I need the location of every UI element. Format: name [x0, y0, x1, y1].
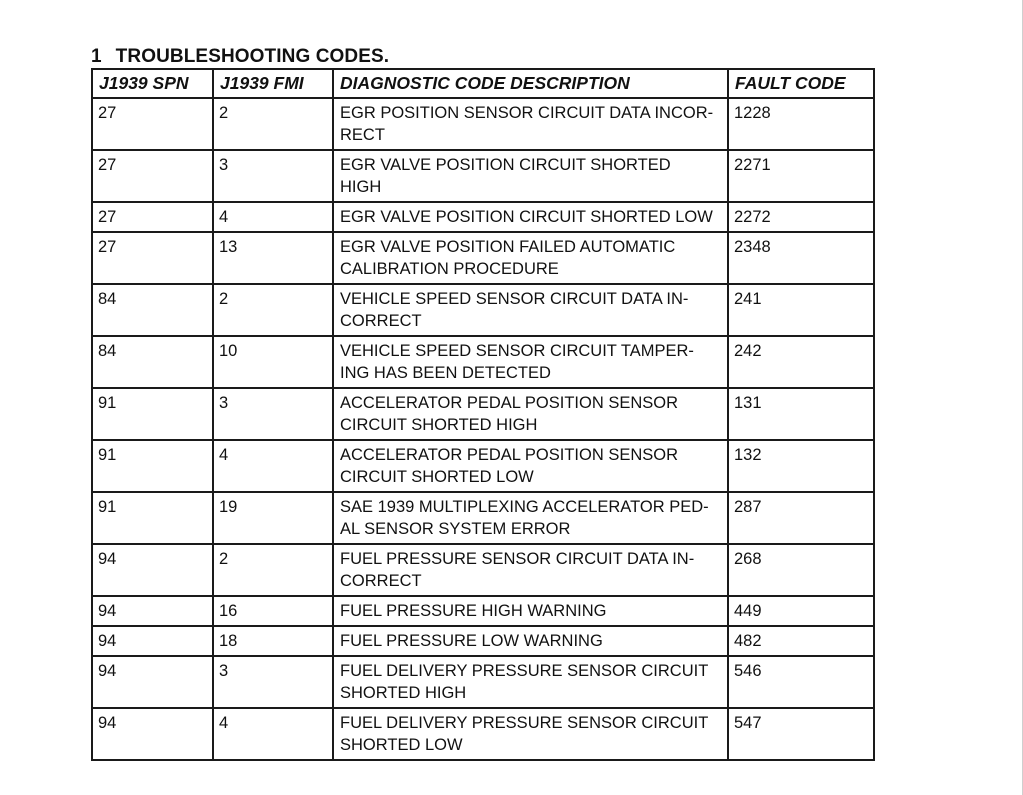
- cell-spn: 27: [92, 150, 213, 202]
- description-line: CALIBRATION PROCEDURE: [340, 260, 559, 278]
- table-row: [92, 626, 874, 656]
- description-line: EGR VALVE POSITION FAILED AUTOMATIC: [340, 238, 676, 256]
- cell-spn: 94: [92, 656, 213, 708]
- description-line: FUEL DELIVERY PRESSURE SENSOR CIRCUIT: [340, 662, 709, 680]
- description-line: AL SENSOR SYSTEM ERROR: [340, 520, 571, 538]
- table-row: [92, 232, 874, 284]
- description-line: EGR POSITION SENSOR CIRCUIT DATA INCOR-: [340, 104, 714, 122]
- cell-description: [333, 492, 728, 544]
- cell-spn: 94: [92, 596, 213, 626]
- cell-fault-code: 2272: [728, 202, 874, 232]
- cell-description: [333, 440, 728, 492]
- cell-fmi: 10: [213, 336, 333, 388]
- column-header-fmi: J1939 FMI: [213, 69, 333, 98]
- table-row: [92, 544, 874, 596]
- cell-fault-code: 449: [728, 596, 874, 626]
- cell-fault-code: 2348: [728, 232, 874, 284]
- cell-fault-code: 1228: [728, 98, 874, 150]
- section-number: 1: [91, 46, 102, 67]
- description-line: SHORTED HIGH: [340, 684, 467, 702]
- table-row: [92, 440, 874, 492]
- cell-spn: 94: [92, 626, 213, 656]
- description-line: SAE 1939 MULTIPLEXING ACCELERATOR PED-: [340, 498, 709, 516]
- cell-description: [333, 336, 728, 388]
- description-line: HIGH: [340, 178, 382, 196]
- cell-fmi: 18: [213, 626, 333, 656]
- cell-fmi: 4: [213, 708, 333, 760]
- cell-fmi: 2: [213, 544, 333, 596]
- cell-description: [333, 544, 728, 596]
- table-row: [92, 336, 874, 388]
- cell-description: [333, 626, 728, 656]
- description-line: EGR VALVE POSITION CIRCUIT SHORTED LOW: [340, 208, 713, 226]
- description-line: CORRECT: [340, 312, 422, 330]
- cell-fault-code: 268: [728, 544, 874, 596]
- cell-description: [333, 232, 728, 284]
- table-row: [92, 150, 874, 202]
- cell-description: [333, 596, 728, 626]
- description-line: CORRECT: [340, 572, 422, 590]
- description-line: VEHICLE SPEED SENSOR CIRCUIT DATA IN-: [340, 290, 689, 308]
- cell-fault-code: 2271: [728, 150, 874, 202]
- cell-fmi: 2: [213, 284, 333, 336]
- cell-fault-code: 132: [728, 440, 874, 492]
- cell-spn: 91: [92, 492, 213, 544]
- description-line: CIRCUIT SHORTED LOW: [340, 468, 534, 486]
- description-line: ING HAS BEEN DETECTED: [340, 364, 551, 382]
- table-row: [92, 656, 874, 708]
- cell-description: [333, 202, 728, 232]
- section-title: TROUBLESHOOTING CODES.: [115, 46, 390, 67]
- cell-fmi: 3: [213, 656, 333, 708]
- table-row: [92, 98, 874, 150]
- cell-fault-code: 482: [728, 626, 874, 656]
- cell-fault-code: 547: [728, 708, 874, 760]
- cell-fmi: 16: [213, 596, 333, 626]
- cell-spn: 94: [92, 544, 213, 596]
- cell-fmi: 13: [213, 232, 333, 284]
- cell-description: [333, 708, 728, 760]
- table-row: [92, 202, 874, 232]
- description-line: FUEL DELIVERY PRESSURE SENSOR CIRCUIT: [340, 714, 709, 732]
- table-header-row: [92, 69, 874, 98]
- column-header-spn: J1939 SPN: [92, 69, 213, 98]
- cell-description: [333, 98, 728, 150]
- cell-description: [333, 656, 728, 708]
- table-row: [92, 596, 874, 626]
- cell-fault-code: 131: [728, 388, 874, 440]
- cell-fault-code: 546: [728, 656, 874, 708]
- cell-fmi: 3: [213, 150, 333, 202]
- description-line: RECT: [340, 126, 385, 144]
- table-row: [92, 388, 874, 440]
- cell-spn: 91: [92, 388, 213, 440]
- cell-fault-code: 242: [728, 336, 874, 388]
- cell-fmi: 4: [213, 440, 333, 492]
- cell-description: [333, 284, 728, 336]
- cell-spn: 27: [92, 98, 213, 150]
- cell-spn: 27: [92, 202, 213, 232]
- cell-spn: 84: [92, 284, 213, 336]
- description-line: FUEL PRESSURE HIGH WARNING: [340, 602, 607, 620]
- description-line: ACCELERATOR PEDAL POSITION SENSOR: [340, 446, 679, 464]
- description-line: SHORTED LOW: [340, 736, 463, 754]
- table-body: [92, 98, 874, 760]
- description-line: EGR VALVE POSITION CIRCUIT SHORTED: [340, 156, 671, 174]
- cell-fault-code: 241: [728, 284, 874, 336]
- column-header-fault-code: FAULT CODE: [728, 69, 874, 98]
- description-line: VEHICLE SPEED SENSOR CIRCUIT TAMPER-: [340, 342, 694, 360]
- cell-fmi: 19: [213, 492, 333, 544]
- table-row: [92, 708, 874, 760]
- cell-fmi: 4: [213, 202, 333, 232]
- description-line: FUEL PRESSURE SENSOR CIRCUIT DATA IN-: [340, 550, 695, 568]
- cell-spn: 27: [92, 232, 213, 284]
- description-line: FUEL PRESSURE LOW WARNING: [340, 632, 603, 650]
- description-line: ACCELERATOR PEDAL POSITION SENSOR: [340, 394, 679, 412]
- table-row: [92, 492, 874, 544]
- cell-fmi: 2: [213, 98, 333, 150]
- section-heading: [91, 46, 389, 68]
- cell-description: [333, 388, 728, 440]
- cell-spn: 91: [92, 440, 213, 492]
- cell-fault-code: 287: [728, 492, 874, 544]
- cell-description: [333, 150, 728, 202]
- cell-spn: 84: [92, 336, 213, 388]
- troubleshooting-codes-table: [91, 68, 875, 761]
- column-header-description: DIAGNOSTIC CODE DESCRIPTION: [333, 69, 728, 98]
- description-line: CIRCUIT SHORTED HIGH: [340, 416, 538, 434]
- table-row: [92, 284, 874, 336]
- cell-spn: 94: [92, 708, 213, 760]
- cell-fmi: 3: [213, 388, 333, 440]
